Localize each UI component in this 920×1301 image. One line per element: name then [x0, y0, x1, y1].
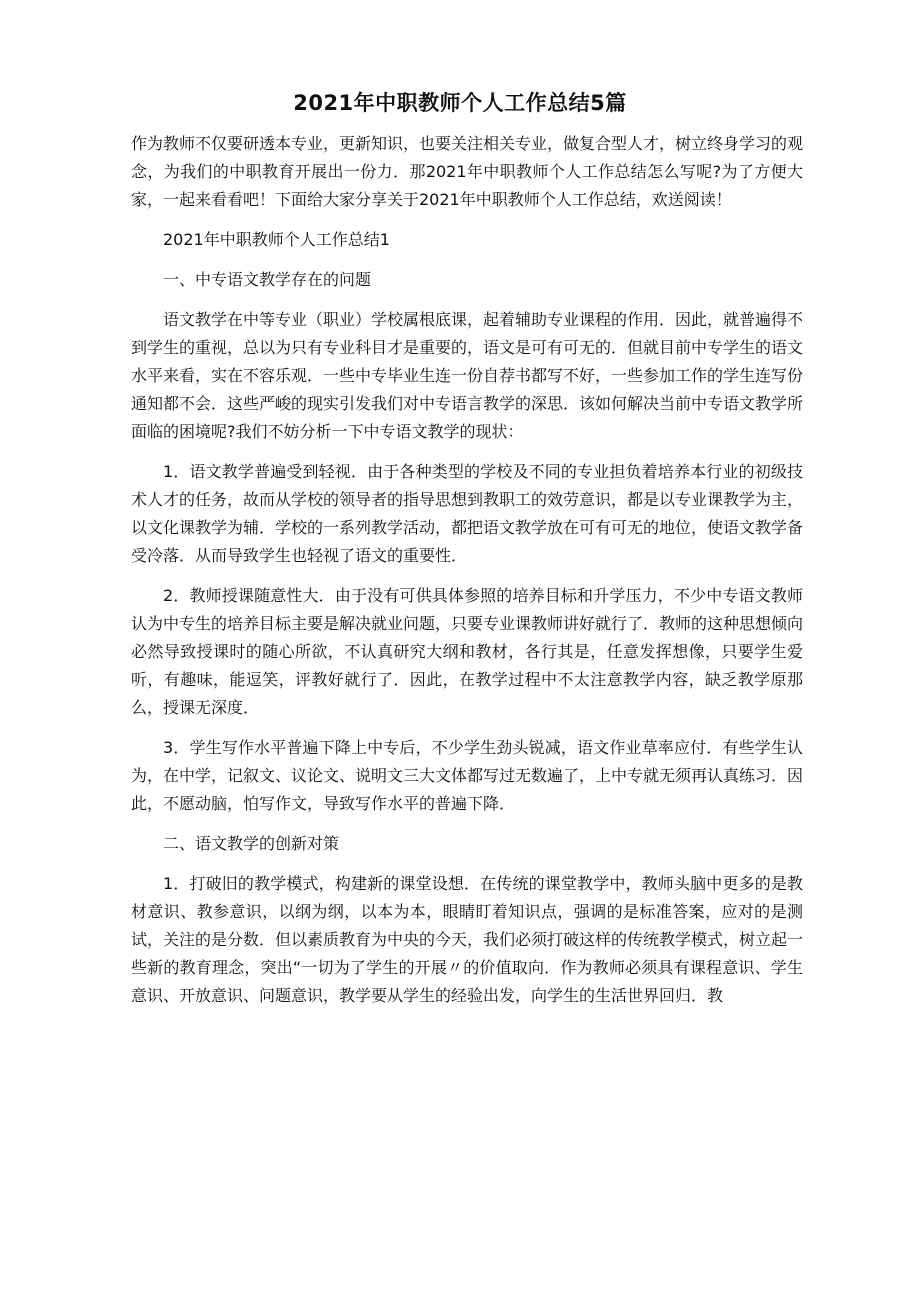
section-title: 2021年中职教师个人工作总结1 [163, 230, 390, 249]
document-title: 2021年中职教师个人工作总结5篇 [293, 91, 627, 115]
part1-item-2: 2．教师授课随意性大．由于没有可供具体参照的培养目标和升学压力，不少中专语文教师认为中专生的培养目标主要是解决就业问题，只要专业课教师讲好就行了．教师的这种思想倾向必然导致授课时的随心所欲，不认真研究大纲和教材，各行其是，任意发挥想像，只要学生爱听，有趣味，能逗笑，评教好就行了．因此，在教学过程中不太注意教学内容，缺乏教学原那么，授课无深度． [131, 586, 804, 717]
part1-item-1: 1．语文教学普遍受到轻视．由于各种类型的学校及不同的专业担负着培养本行业的初级技术人才的任务，故而从学校的领导者的指导思想到教职工的效劳意识，都是以专业课教学为主，以文化课教学为辅．学校的一系列教学活动，都把语文教学放在可有可无的地位，使语文教学备受冷落．从而导致学生也轻视了语文的重要性． [131, 462, 804, 565]
part1-intro-paragraph: 语文教学在中等专业（职业）学校属根底课，起着辅助专业课程的作用．因此，就普遍得不到学生的重视，总以为只有专业科目才是重要的，语文是可有可无的．但就目前中专学生的语文水平来看，实在不容乐观．一些中专毕业生连一份自荐书都写不好，一些参加工作的学生连写份通知都不会．这些严峻的现实引发我们对中专语言教学的深思．该如何解决当前中专语文教学所面临的困境呢?我们不妨分析一下中专语文教学的现状： [131, 310, 804, 441]
part2-heading: 二、语文教学的创新对策 [163, 834, 340, 853]
part1-item-3: 3．学生写作水平普遍下降上中专后，不少学生劲头锐减，语文作业草率应付．有些学生认为，在中学，记叙文、议论文、说明文三大文体都写过无数遍了，上中专就无须再认真练习．因此，不愿动脑，怕写作文，导致写作水平的普遍下降． [131, 738, 804, 813]
document-body [131, 130, 803, 1022]
part2-item-1: 1．打破旧的教学模式，构建新的课堂设想．在传统的课堂教学中，教师头脑中更多的是教材意识、教参意识，以纲为纲，以本为本，眼睛盯着知识点，强调的是标准答案，应对的是测试，关注的是分数．但以素质教育为中央的今天，我们必须打破这样的传统教学模式，树立起一些新的教育理念，突出“一切为了学生的开展〃的价值取向．作为教师必须具有课程意识、学生意识、开放意识、问题意识，教学要从学生的经验出发，向学生的生活世界回归．教 [131, 874, 804, 1005]
part1-heading: 一、中专语文教学存在的问题 [163, 270, 372, 289]
intro-paragraph: 作为教师不仅要研透本专业，更新知识，也要关注相关专业，做复合型人才，树立终身学习的观念，为我们的中职教育开展出一份力．那2021年中职教师个人工作总结怎么写呢?为了方便大家，一起来看看吧！下面给大家分享关于2021年中职教师个人工作总结，欢送阅读！ [131, 134, 804, 209]
